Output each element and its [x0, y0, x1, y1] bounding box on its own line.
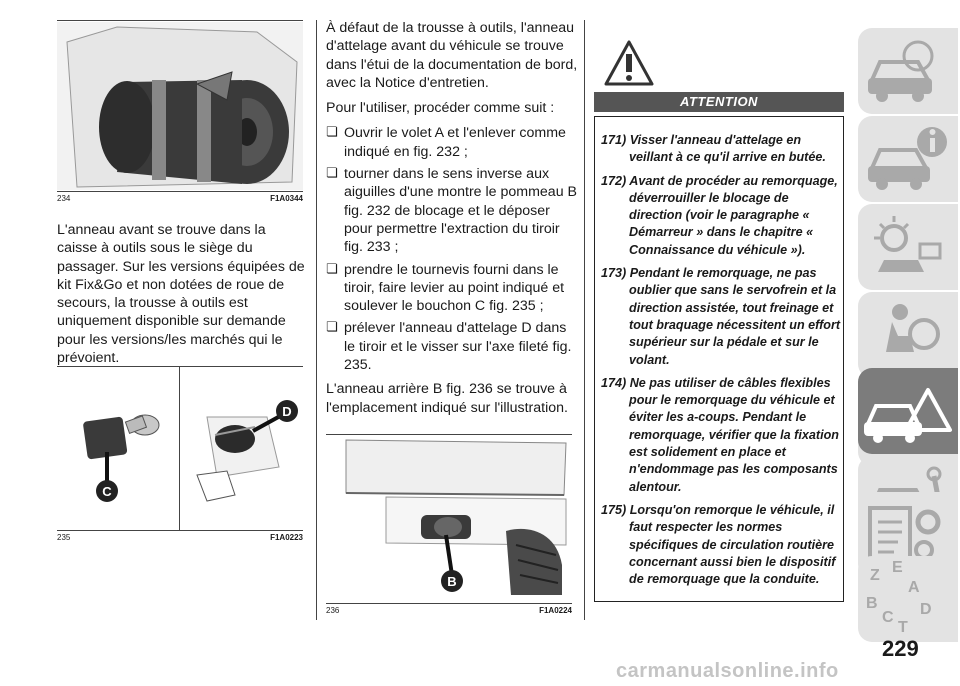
car-dashboard-icon — [858, 28, 958, 114]
warning-list — [601, 132, 841, 594]
index-letter: Z — [870, 567, 880, 584]
column-2-text — [326, 19, 578, 424]
label-c: C — [102, 484, 112, 499]
airbag-seat-icon — [858, 292, 958, 378]
column-divider — [584, 20, 585, 620]
instruction-list — [326, 124, 578, 374]
list-item: ❏ prendre le tournevis fourni dans le tiroir, faire levier au point indiqué et soulever le bouchon C fig. 235 ; — [326, 261, 578, 316]
attention-title: ATTENTION — [594, 92, 844, 112]
page-number: 229 — [882, 636, 919, 661]
column-1-text — [57, 221, 309, 374]
spare-wheel-illustration — [57, 22, 303, 192]
alphabetical-index-icon — [858, 556, 958, 642]
tab-index[interactable] — [858, 556, 958, 642]
warning-item: 171) Visser l'anneau d'attelage en veillant à ce qu'il arrive en butée. — [601, 133, 826, 165]
paragraph: L'anneau avant se trouve dans la caisse à outils sous le siège du passager. Sur les versions équipées de kit Fix&Go et non dotées de roue de secours, la trousse à outils est uniquement disponible sur demande pour les versions/les marchés qui le prévoient. — [57, 222, 305, 367]
figure-caption — [326, 603, 572, 616]
list-item: ❏ prélever l'anneau d'attelage D dans le tiroir et le visser sur l'axe fileté fig. 235. — [326, 319, 578, 374]
tab-emergency[interactable] — [858, 368, 958, 454]
index-letter: C — [882, 609, 894, 626]
list-item: ❏ Ouvrir le volet A et l'enlever comme indiqué en fig. 232 ; — [326, 124, 578, 161]
tab-safety[interactable] — [858, 292, 958, 378]
figure-code: F1A0223 — [270, 533, 303, 542]
warning-item: 174) Ne pas utiliser de câbles flexibles pour le remorquage du véhicule et éviter les a-coups. Pendant le remorquage, vérifier que la fixation est solidement en place et n'endommage pas les composants alentour. — [601, 375, 839, 494]
figure-number: 234 — [57, 194, 71, 203]
car-info-icon — [858, 116, 958, 202]
lights-icon — [858, 204, 958, 290]
rear-tow-point-illustration — [326, 435, 572, 603]
warning-item: 175) Lorsqu'on remorque le véhicule, il faut respecter les normes spécifiques de circulation routière concernant aussi bien le dispositif de remorquage que la conduite. — [601, 502, 836, 587]
label-d: D — [282, 404, 292, 419]
warning-item: 172) Avant de procéder au remorquage, déverrouiller le blocage de direction (voir le paragraphe « Démarreur » dans le chapitre « Connaissance du véhicule »). — [601, 173, 838, 257]
index-letter: T — [898, 619, 908, 636]
paragraph: Pour l'utiliser, procéder comme suit : — [326, 100, 555, 117]
figure-234 — [57, 20, 303, 204]
figure-number: 236 — [326, 606, 340, 615]
column-divider — [316, 20, 317, 620]
watermark: carmanualsonline.info — [616, 660, 839, 682]
figure-code: F1A0344 — [270, 194, 303, 203]
emergency-car-icon — [858, 368, 958, 454]
index-letter: B — [866, 595, 878, 612]
figure-235 — [57, 366, 303, 543]
index-letter: A — [908, 579, 920, 596]
label-b: B — [447, 574, 457, 589]
tow-hook-illustration — [57, 367, 303, 529]
figure-number: 235 — [57, 533, 71, 542]
warning-triangle-icon — [604, 40, 654, 86]
tab-lights[interactable] — [858, 204, 958, 290]
list-item: ❏ tourner dans le sens inverse aux aiguilles d'une montre le pommeau B fig. 232 de blocage et le déposer pour permettre l'extraction du tiroir fig. 233 ; — [326, 165, 578, 256]
paragraph: L'anneau arrière B fig. 236 se trouve à l'emplacement indiqué sur l'illustration. — [326, 381, 568, 416]
figure-caption — [57, 530, 303, 543]
figure-code: F1A0224 — [539, 606, 572, 615]
tab-info[interactable] — [858, 116, 958, 202]
tab-dashboard[interactable] — [858, 28, 958, 114]
figure-caption — [57, 191, 303, 204]
figure-236 — [326, 434, 572, 616]
warning-item: 173) Pendant le remorquage, ne pas oublier que sans le servofrein et la direction assistée, tout freinage et tout braquage nécessitent un effort supérieur sur la pédale et sur le volant. — [601, 266, 841, 367]
index-letter: D — [920, 601, 932, 618]
paragraph: À défaut de la trousse à outils, l'anneau d'attelage avant du véhicule se trouve dans l'étui de la documentation de bord, avec la Notice d'entretien. — [326, 20, 578, 91]
index-letter: E — [892, 559, 903, 576]
